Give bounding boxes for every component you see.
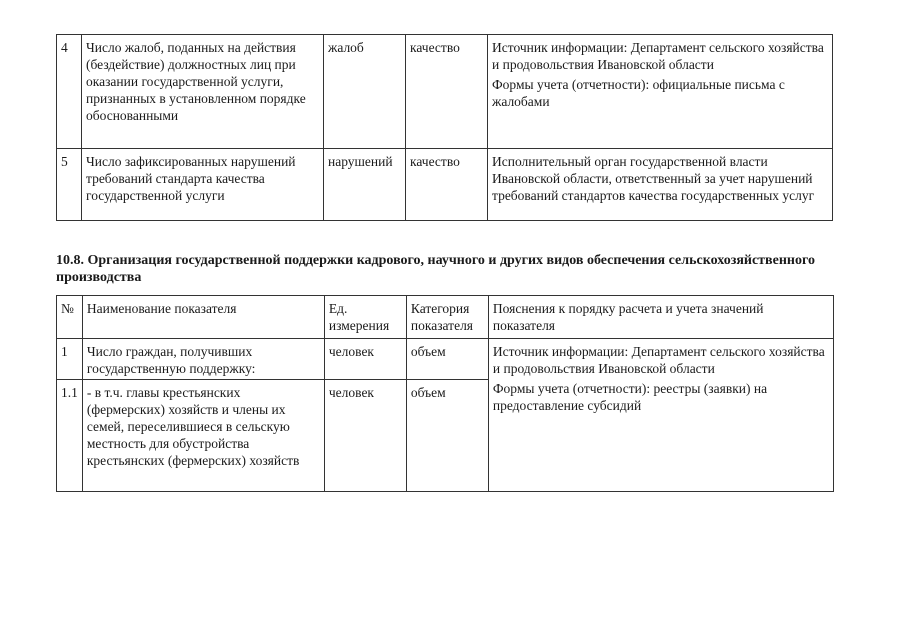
indicator-category: объем [406, 339, 488, 380]
section-heading: 10.8. Организация государственной поддержки кадрового, научного и других видов обеспечения сельскохозяйственного производства [56, 253, 815, 285]
calculation-notes [488, 149, 833, 221]
unit-of-measure: человек [324, 339, 406, 380]
header-notes: Пояснения к порядку расчета и учета значений показателя [488, 296, 833, 339]
indicator-name: Число жалоб, поданных на действия (бездействие) должностных лиц при оказании государственной услуги, признанных в установленном порядке обоснованными [82, 35, 324, 149]
indicator-category: качество [406, 149, 488, 221]
table-row [57, 339, 834, 380]
unit-of-measure: жалоб [324, 35, 406, 149]
calculation-notes [488, 339, 833, 492]
unit-of-measure: нарушений [324, 149, 406, 221]
indicator-category: качество [406, 35, 488, 149]
note-line: Формы учета (отчетности): реестры (заявки) на предоставление субсидий [492, 381, 768, 413]
note-line: Исполнительный орган государственной власти Ивановской области, ответственный за учет нарушений требований стандартов качества государственных услуг [492, 154, 815, 203]
header-category: Категория показателя [406, 296, 488, 339]
indicator-category: объем [406, 380, 488, 492]
row-number: 1.1 [57, 380, 83, 492]
table-row [57, 35, 833, 149]
table-header-row [57, 296, 834, 339]
indicators-table-10-8 [56, 295, 834, 492]
header-name: Наименование показателя [82, 296, 324, 339]
unit-of-measure: человек [324, 380, 406, 492]
indicator-name: - в т.ч. главы крестьянских (фермерских) хозяйств и члены их семей, переселившиеся в сельскую местность для обустройства крестьянских (фермерских) хозяйств [82, 380, 324, 492]
note-line: Источник информации: Департамент сельского хозяйства и продовольствия Ивановской области [492, 344, 825, 376]
header-unit: Ед. измерения [324, 296, 406, 339]
indicator-name: Число граждан, получивших государственную поддержку: [82, 339, 324, 380]
table-row [57, 149, 833, 221]
row-number: 1 [57, 339, 83, 380]
row-number: 5 [57, 149, 82, 221]
indicator-name: Число зафиксированных нарушений требований стандарта качества государственной услуги [82, 149, 324, 221]
header-number: № [57, 296, 83, 339]
note-line: Формы учета (отчетности): официальные письма с жалобами [492, 77, 785, 109]
indicators-table-continued [56, 34, 833, 221]
note-line: Источник информации: Департамент сельского хозяйства и продовольствия Ивановской области [492, 40, 824, 72]
calculation-notes [488, 35, 833, 149]
row-number: 4 [57, 35, 82, 149]
